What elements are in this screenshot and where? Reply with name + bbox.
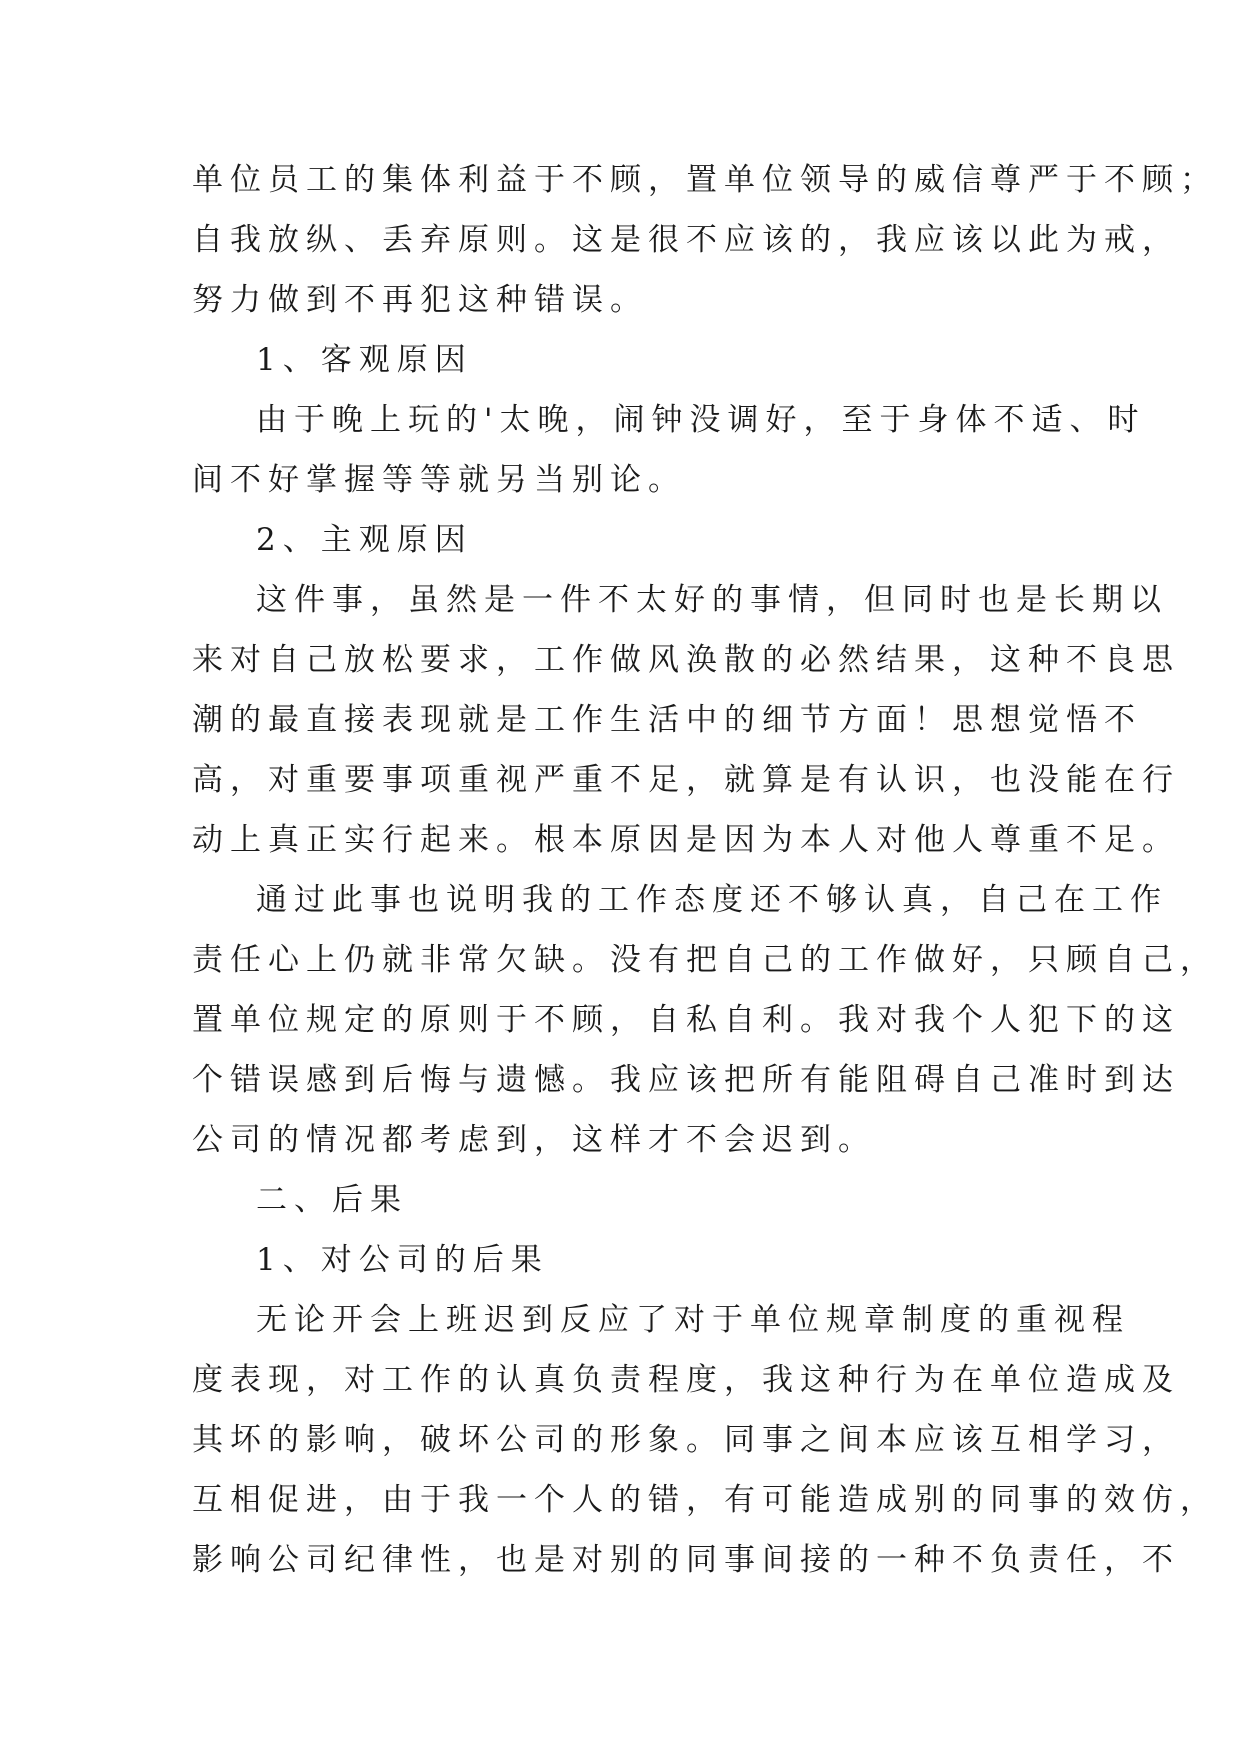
section-heading: 二、后果 bbox=[256, 1182, 408, 1218]
text-line: 努力做到不再犯这种错误。 bbox=[192, 282, 648, 318]
text-line: 责任心上仍就非常欠缺。没有把自己的工作做好，只顾自己， bbox=[192, 942, 1218, 978]
text-line: 高，对重要事项重视严重不足，就算是有认识，也没能在行 bbox=[192, 762, 1180, 798]
text-line: 其坏的影响，破坏公司的形象。同事之间本应该互相学习， bbox=[192, 1422, 1180, 1458]
section-heading: 1、客观原因 bbox=[256, 342, 473, 378]
text-line: 公司的情况都考虑到，这样才不会迟到。 bbox=[192, 1122, 876, 1158]
text-line: 置单位规定的原则于不顾，自私自利。我对我个人犯下的这 bbox=[192, 1002, 1180, 1038]
section-heading: 1、对公司的后果 bbox=[256, 1242, 549, 1278]
document-body bbox=[192, 150, 1218, 1590]
text-line: 影响公司纪律性，也是对别的同事间接的一种不负责任，不 bbox=[192, 1542, 1180, 1578]
text-line: 这件事，虽然是一件不太好的事情，但同时也是长期以 bbox=[256, 582, 1168, 618]
text-line: 自我放纵、丢弃原则。这是很不应该的，我应该以此为戒， bbox=[192, 222, 1180, 258]
section-heading: 2、主观原因 bbox=[256, 522, 473, 558]
text-line: 单位员工的集体利益于不顾，置单位领导的威信尊严于不顾； bbox=[192, 162, 1218, 198]
text-line: 无论开会上班迟到反应了对于单位规章制度的重视程 bbox=[256, 1302, 1130, 1338]
text-line: 间不好掌握等等就另当别论。 bbox=[192, 462, 686, 498]
text-line: 互相促进，由于我一个人的错，有可能造成别的同事的效仿， bbox=[192, 1482, 1218, 1518]
text-line: 由于晚上玩的'太晚，闹钟没调好，至于身体不适、时 bbox=[256, 402, 1146, 438]
text-line: 通过此事也说明我的工作态度还不够认真，自己在工作 bbox=[256, 882, 1168, 918]
text-line: 动上真正实行起来。根本原因是因为本人对他人尊重不足。 bbox=[192, 822, 1180, 858]
text-line: 潮的最直接表现就是工作生活中的细节方面！思想觉悟不 bbox=[192, 702, 1142, 738]
text-line: 来对自己放松要求，工作做风涣散的必然结果，这种不良思 bbox=[192, 642, 1180, 678]
text-line: 个错误感到后悔与遗憾。我应该把所有能阻碍自己准时到达 bbox=[192, 1062, 1180, 1098]
text-line: 度表现，对工作的认真负责程度，我这种行为在单位造成及 bbox=[192, 1362, 1180, 1398]
